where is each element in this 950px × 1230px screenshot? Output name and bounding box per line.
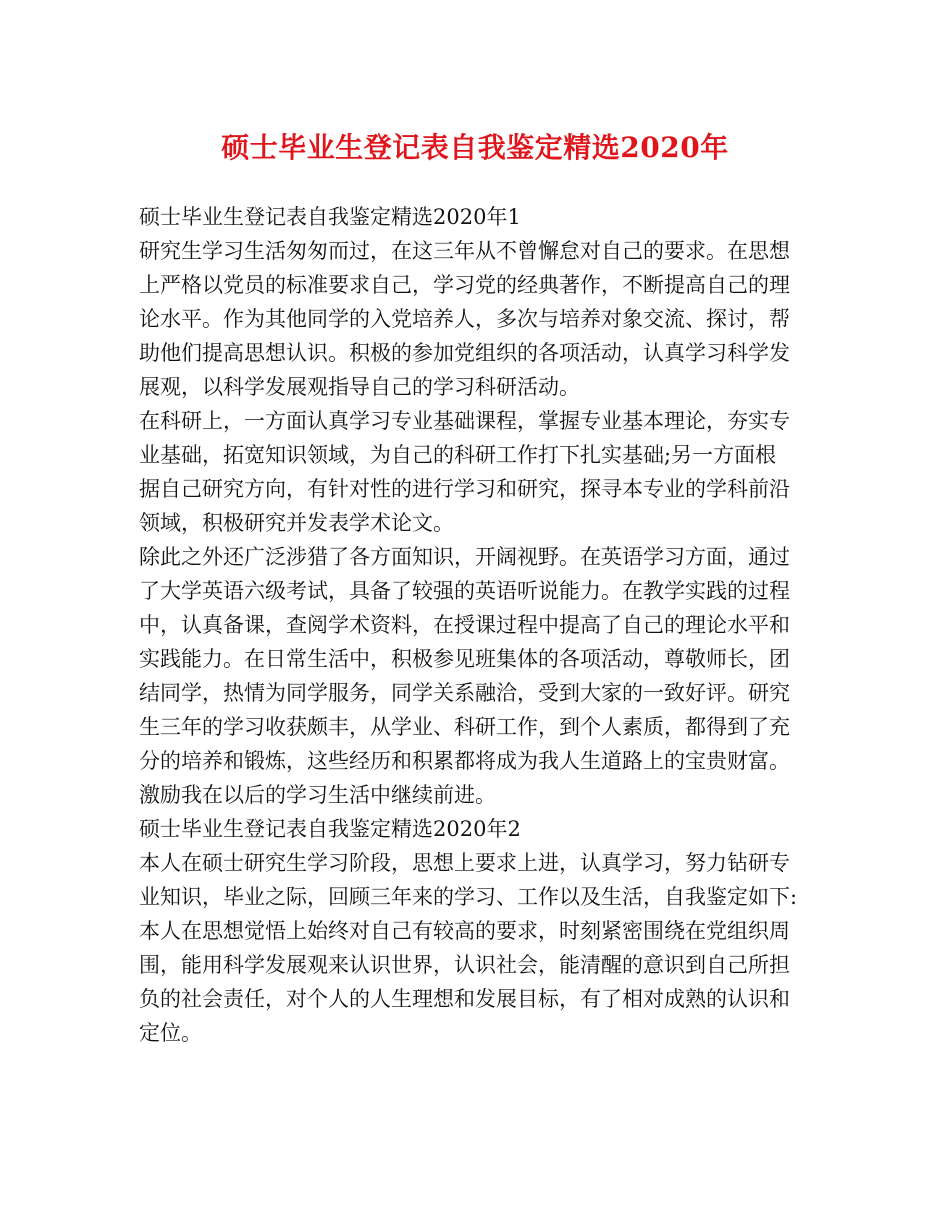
text-line: 本人在思想觉悟上始终对自己有较高的要求，时刻紧密围绕在党组织周 xyxy=(139,919,790,943)
text-line: 本人在硕士研究生学习阶段，思想上要求上进，认真学习，努力钻研专 xyxy=(139,851,790,875)
text-line: 领域，积极研究并发表学术论文。 xyxy=(139,511,454,535)
text-line: 在科研上，一方面认真学习专业基础课程，掌握专业基本理论，夯实专 xyxy=(139,409,790,433)
text-line: 生三年的学习收获颇丰，从学业、科研工作，到个人素质，都得到了充 xyxy=(139,715,790,739)
text-line: 据自己研究方向，有针对性的进行学习和研究，探寻本专业的学科前沿 xyxy=(139,477,790,501)
text-line: 了大学英语六级考试，具备了较强的英语听说能力。在教学实践的过程 xyxy=(139,579,790,603)
text-line: 硕士毕业生登记表自我鉴定精选2020年1 xyxy=(139,205,521,229)
text-line: 结同学，热情为同学服务，同学关系融洽，受到大家的一致好评。研究 xyxy=(139,681,790,705)
text-line: 围，能用科学发展观来认识世界，认识社会，能清醒的意识到自己所担 xyxy=(139,953,790,977)
text-line: 实践能力。在日常生活中，积极参见班集体的各项活动，尊敬师长，团 xyxy=(139,647,790,671)
document-title: 硕士毕业生登记表自我鉴定精选2020年 xyxy=(221,131,729,164)
document-body xyxy=(139,200,819,1050)
text-line: 论水平。作为其他同学的入党培养人，多次与培养对象交流、探讨，帮 xyxy=(139,307,790,331)
text-line: 上严格以党员的标准要求自己，学习党的经典著作，不断提高自己的理 xyxy=(139,273,790,297)
text-line: 助他们提高思想认识。积极的参加党组织的各项活动，认真学习科学发 xyxy=(139,341,790,365)
text-line: 负的社会责任，对个人的人生理想和发展目标，有了相对成熟的认识和 xyxy=(139,987,790,1011)
text-line: 硕士毕业生登记表自我鉴定精选2020年2 xyxy=(139,817,521,841)
text-line: 研究生学习生活匆匆而过，在这三年从不曾懈怠对自己的要求。在思想 xyxy=(139,239,790,263)
text-line: 激励我在以后的学习生活中继续前进。 xyxy=(139,783,496,807)
text-line: 业基础，拓宽知识领域，为自己的科研工作打下扎实基础;另一方面根 xyxy=(139,443,777,467)
text-line: 业知识，毕业之际，回顾三年来的学习、工作以及生活，自我鉴定如下: xyxy=(139,885,798,909)
text-line: 展观，以科学发展观指导自己的学习科研活动。 xyxy=(139,375,580,399)
text-line: 中，认真备课，查阅学术资料，在授课过程中提高了自己的理论水平和 xyxy=(139,613,790,637)
text-line: 定位。 xyxy=(139,1021,202,1045)
text-line: 分的培养和锻炼，这些经历和积累都将成为我人生道路上的宝贵财富。 xyxy=(139,749,790,773)
text-line: 除此之外还广泛涉猎了各方面知识，开阔视野。在英语学习方面，通过 xyxy=(139,545,790,569)
